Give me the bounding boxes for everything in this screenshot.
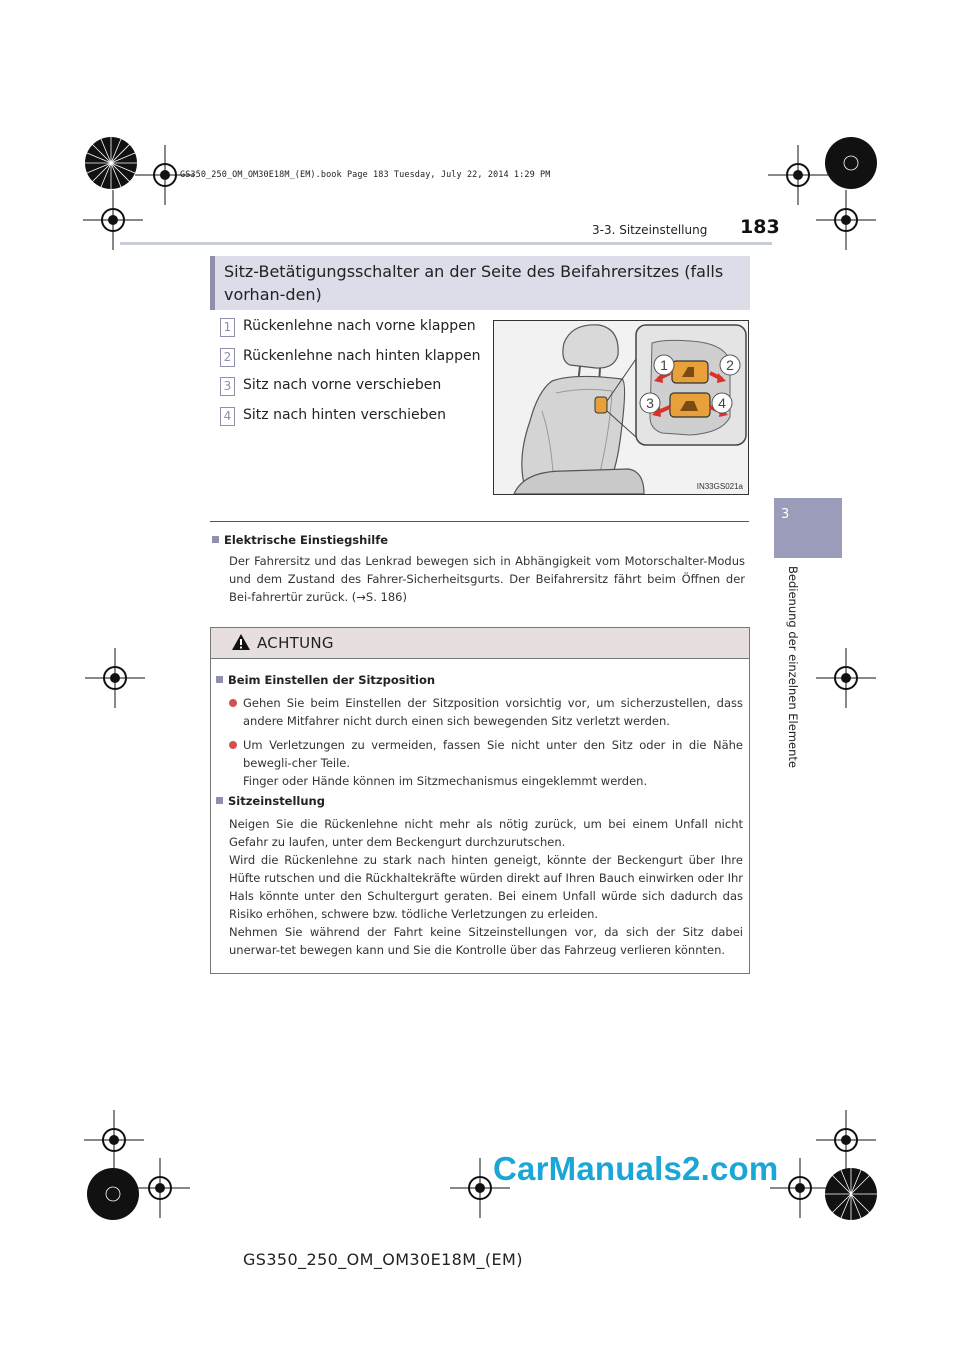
book-imprint-line: GS350_250_OM_OM30E18M_(EM).book Page 183 Tuesday, July 22, 2014 1:29 PM xyxy=(180,170,551,180)
warning-bullet xyxy=(229,694,743,730)
item-label: Rückenlehne nach hinten klappen xyxy=(243,348,481,364)
warning-bullet-text: Gehen Sie beim Einstellen der Sitzposition vorsichtig vor, um sicherzustellen, dass andere Mitfahrer nicht durch einen sich bewegenden Sitz verletzt werden. xyxy=(243,696,743,728)
square-bullet-icon xyxy=(212,536,219,543)
warning-subheading xyxy=(216,673,435,687)
registration-mark-icon xyxy=(82,134,140,192)
crosshair-mark-icon xyxy=(85,648,145,708)
warning-subheading xyxy=(216,794,325,808)
warning-triangle-icon xyxy=(231,633,251,651)
chapter-title: Bedienung der einzelnen Elemente xyxy=(786,566,800,768)
section-title: 3-3. Sitzeinstellung xyxy=(592,223,708,237)
callout-2: 2 xyxy=(726,357,734,373)
seat-drawing xyxy=(494,321,748,494)
illustration-code: IN33GS021a xyxy=(696,482,743,491)
item-number: 1 xyxy=(220,318,235,337)
callout-3: 3 xyxy=(646,395,654,411)
square-bullet-icon xyxy=(216,676,223,683)
warning-bullet xyxy=(229,736,743,790)
bullet-dot-icon xyxy=(229,699,237,707)
warning-subheading-text: Beim Einstellen der Sitzposition xyxy=(228,673,436,687)
warning-paragraph-text: Nehmen Sie während der Fahrt keine Sitzeinstellungen vor, da sich der Sitz dabei unerwar-tet bewegen kann und Sie die Kontrolle über das Fahrzeug verlieren könnten. xyxy=(229,925,743,957)
item-label: Rückenlehne nach vorne klappen xyxy=(243,318,476,334)
crosshair-mark-icon xyxy=(130,1158,190,1218)
note-title: Elektrische Einstiegshilfe xyxy=(224,533,389,547)
crosshair-mark-icon xyxy=(816,648,876,708)
item-label: Sitz nach hinten verschieben xyxy=(243,407,446,423)
warning-bullet-text: Um Verletzungen zu vermeiden, fassen Sie nicht unter den Sitz oder in die Nähe bewegli-cher Teile. xyxy=(243,738,743,770)
callout-4: 4 xyxy=(718,395,726,411)
footer-doc-id: GS350_250_OM_OM30E18M_(EM) xyxy=(243,1250,523,1269)
warning-bullet-text: Finger oder Hände können im Sitzmechanismus eingeklemmt werden. xyxy=(243,774,648,788)
warning-paragraph xyxy=(229,815,743,959)
registration-mark-icon xyxy=(822,134,880,192)
item-number: 3 xyxy=(220,377,235,396)
warning-header xyxy=(211,628,749,659)
page-number: 183 xyxy=(740,216,780,238)
warning-subheading-text: Sitzeinstellung xyxy=(228,794,325,808)
warning-box xyxy=(210,627,750,974)
crosshair-mark-icon xyxy=(770,1158,830,1218)
header-rule xyxy=(120,242,772,245)
switch-section-heading xyxy=(210,256,750,310)
note-body: Der Fahrersitz und das Lenkrad bewegen sich in Abhängigkeit vom Motorschalter-Modus und dem Zustand des Fahrer-Sicherheitsgurts. Der Beifahrersitz fährt beim Öffnen der Bei-fahrertür zurück. (→S. 186) xyxy=(229,554,745,604)
item-number: 2 xyxy=(220,348,235,367)
carmanuals-watermark[interactable]: CarManuals2.com xyxy=(493,1150,779,1187)
section-divider xyxy=(210,521,749,522)
item-number: 4 xyxy=(220,407,235,426)
chapter-number: 3 xyxy=(781,507,790,522)
switch-section-title: Sitz-Betätigungsschalter an der Seite des Beifahrersitzes (falls vorhan-den) xyxy=(224,262,724,304)
square-bullet-icon xyxy=(216,797,223,804)
registration-mark-icon xyxy=(822,1165,880,1223)
crosshair-mark-icon xyxy=(816,190,876,250)
chapter-tab xyxy=(774,498,842,558)
warning-paragraph-text: Neigen Sie die Rückenlehne nicht mehr als nötig zurück, um bei einem Unfall nicht Gefahr zu laufen, unter dem Beckengurt durchzurutschen. xyxy=(229,817,743,849)
bullet-dot-icon xyxy=(229,741,237,749)
warning-label: ACHTUNG xyxy=(257,634,334,652)
callout-1: 1 xyxy=(660,357,668,373)
warning-paragraph-text: Wird die Rückenlehne zu stark nach hinten geneigt, könnte der Beckengurt über Ihre Hüfte rutschen und die Rückhaltekräfte würden direkt auf Ihren Bauch einwirken oder Ihr Hals könnte unter den Schultergurt geraten. Bei einem Unfall würde sich dadurch das Risiko erhöhen, schwere bzw. tödliche Verletzungen zu erleiden. xyxy=(229,853,743,921)
crosshair-mark-icon xyxy=(83,190,143,250)
note-heading xyxy=(212,533,388,547)
seat-switch-illustration xyxy=(493,320,749,495)
item-label: Sitz nach vorne verschieben xyxy=(243,377,442,393)
